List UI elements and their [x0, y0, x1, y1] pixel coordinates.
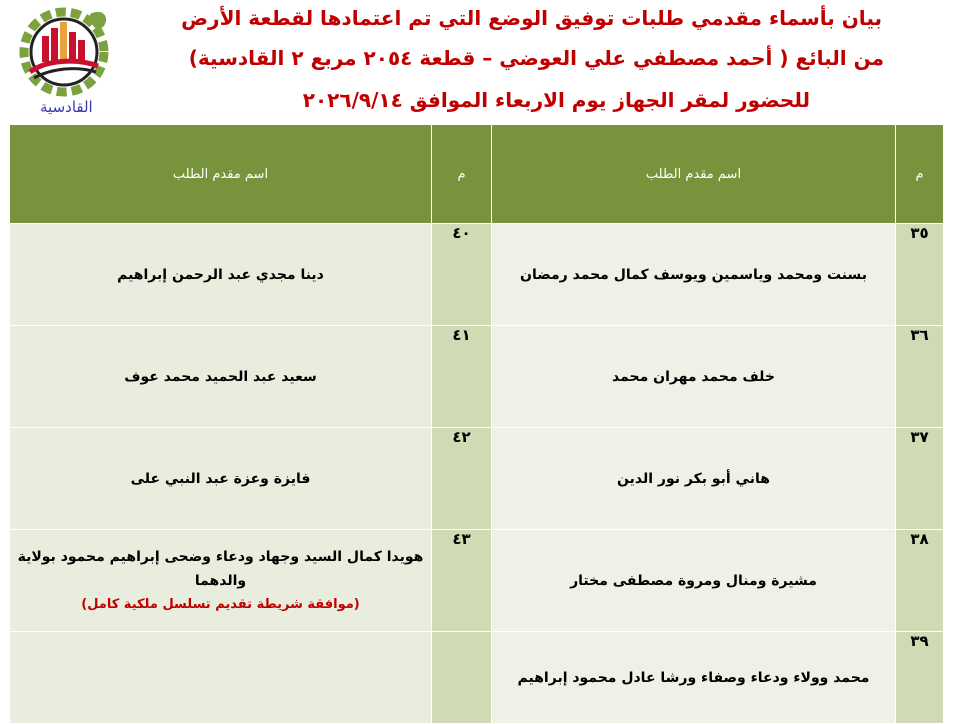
applicant-name-text: هويدا كمال السيد وجهاد ودعاء وضحى إبراهيم محمود بولاية والدهما	[17, 548, 424, 589]
table-row	[10, 428, 944, 530]
row-number: ٣٩	[896, 632, 944, 724]
header-num-left: م	[432, 125, 492, 224]
header-num-right: م	[896, 125, 944, 224]
applicant-name	[10, 632, 432, 724]
page-header	[0, 0, 960, 118]
applicant-name: سعيد عبد الحميد محمد عوف	[10, 326, 432, 428]
approval-note: (موافقة شريطة تقديم تسلسل ملكية كامل)	[81, 596, 360, 612]
row-number: ٣٥	[896, 224, 944, 326]
row-number: ٣٦	[896, 326, 944, 428]
city-logo	[6, 2, 116, 120]
applicant-name: هاني أبو بكر نور الدين	[492, 428, 896, 530]
applicants-table	[9, 124, 944, 724]
row-number: ٣٨	[896, 530, 944, 632]
applicant-name: بسنت ومحمد وياسمين ويوسف كمال محمد رمضان	[492, 224, 896, 326]
title-line-1: بيان بأسماء مقدمي طلبات توفيق الوضع التي تم اعتمادها لقطعة الأرض	[181, 6, 882, 30]
row-number: ٤٢	[432, 428, 492, 530]
table-row	[10, 326, 944, 428]
applicant-name: محمد وولاء ودعاء وصفاء ورشا عادل محمود إبراهيم	[492, 632, 896, 724]
applicant-name-with-note	[10, 530, 432, 632]
header-name-left: اسم مقدم الطلب	[10, 125, 432, 224]
row-number: ٤٣	[432, 530, 492, 632]
table-header-row	[10, 125, 944, 224]
row-number: ٤٠	[432, 224, 492, 326]
header-name-right: اسم مقدم الطلب	[492, 125, 896, 224]
applicant-name: خلف محمد مهران محمد	[492, 326, 896, 428]
applicant-name: مشيرة ومنال ومروة مصطفى مختار	[492, 530, 896, 632]
title-line-3: للحضور لمقر الجهاز يوم الاربعاء الموافق ٢٠٢٦/٩/١٤	[302, 88, 810, 112]
table-row	[10, 530, 944, 632]
title-line-2: من البائع ( أحمد مصطفي علي العوضي – قطعة ٢٠٥٤ مربع ٢ القادسية)	[188, 46, 884, 70]
table-row	[10, 632, 944, 724]
row-number	[432, 632, 492, 724]
applicant-name: دينا مجدي عبد الرحمن إبراهيم	[10, 224, 432, 326]
applicant-name: فايزة وعزة عبد النبي على	[10, 428, 432, 530]
row-number: ٣٧	[896, 428, 944, 530]
row-number: ٤١	[432, 326, 492, 428]
city-gear-logo-icon	[6, 2, 116, 102]
logo-city-name: القادسية	[40, 98, 93, 116]
table-row	[10, 224, 944, 326]
